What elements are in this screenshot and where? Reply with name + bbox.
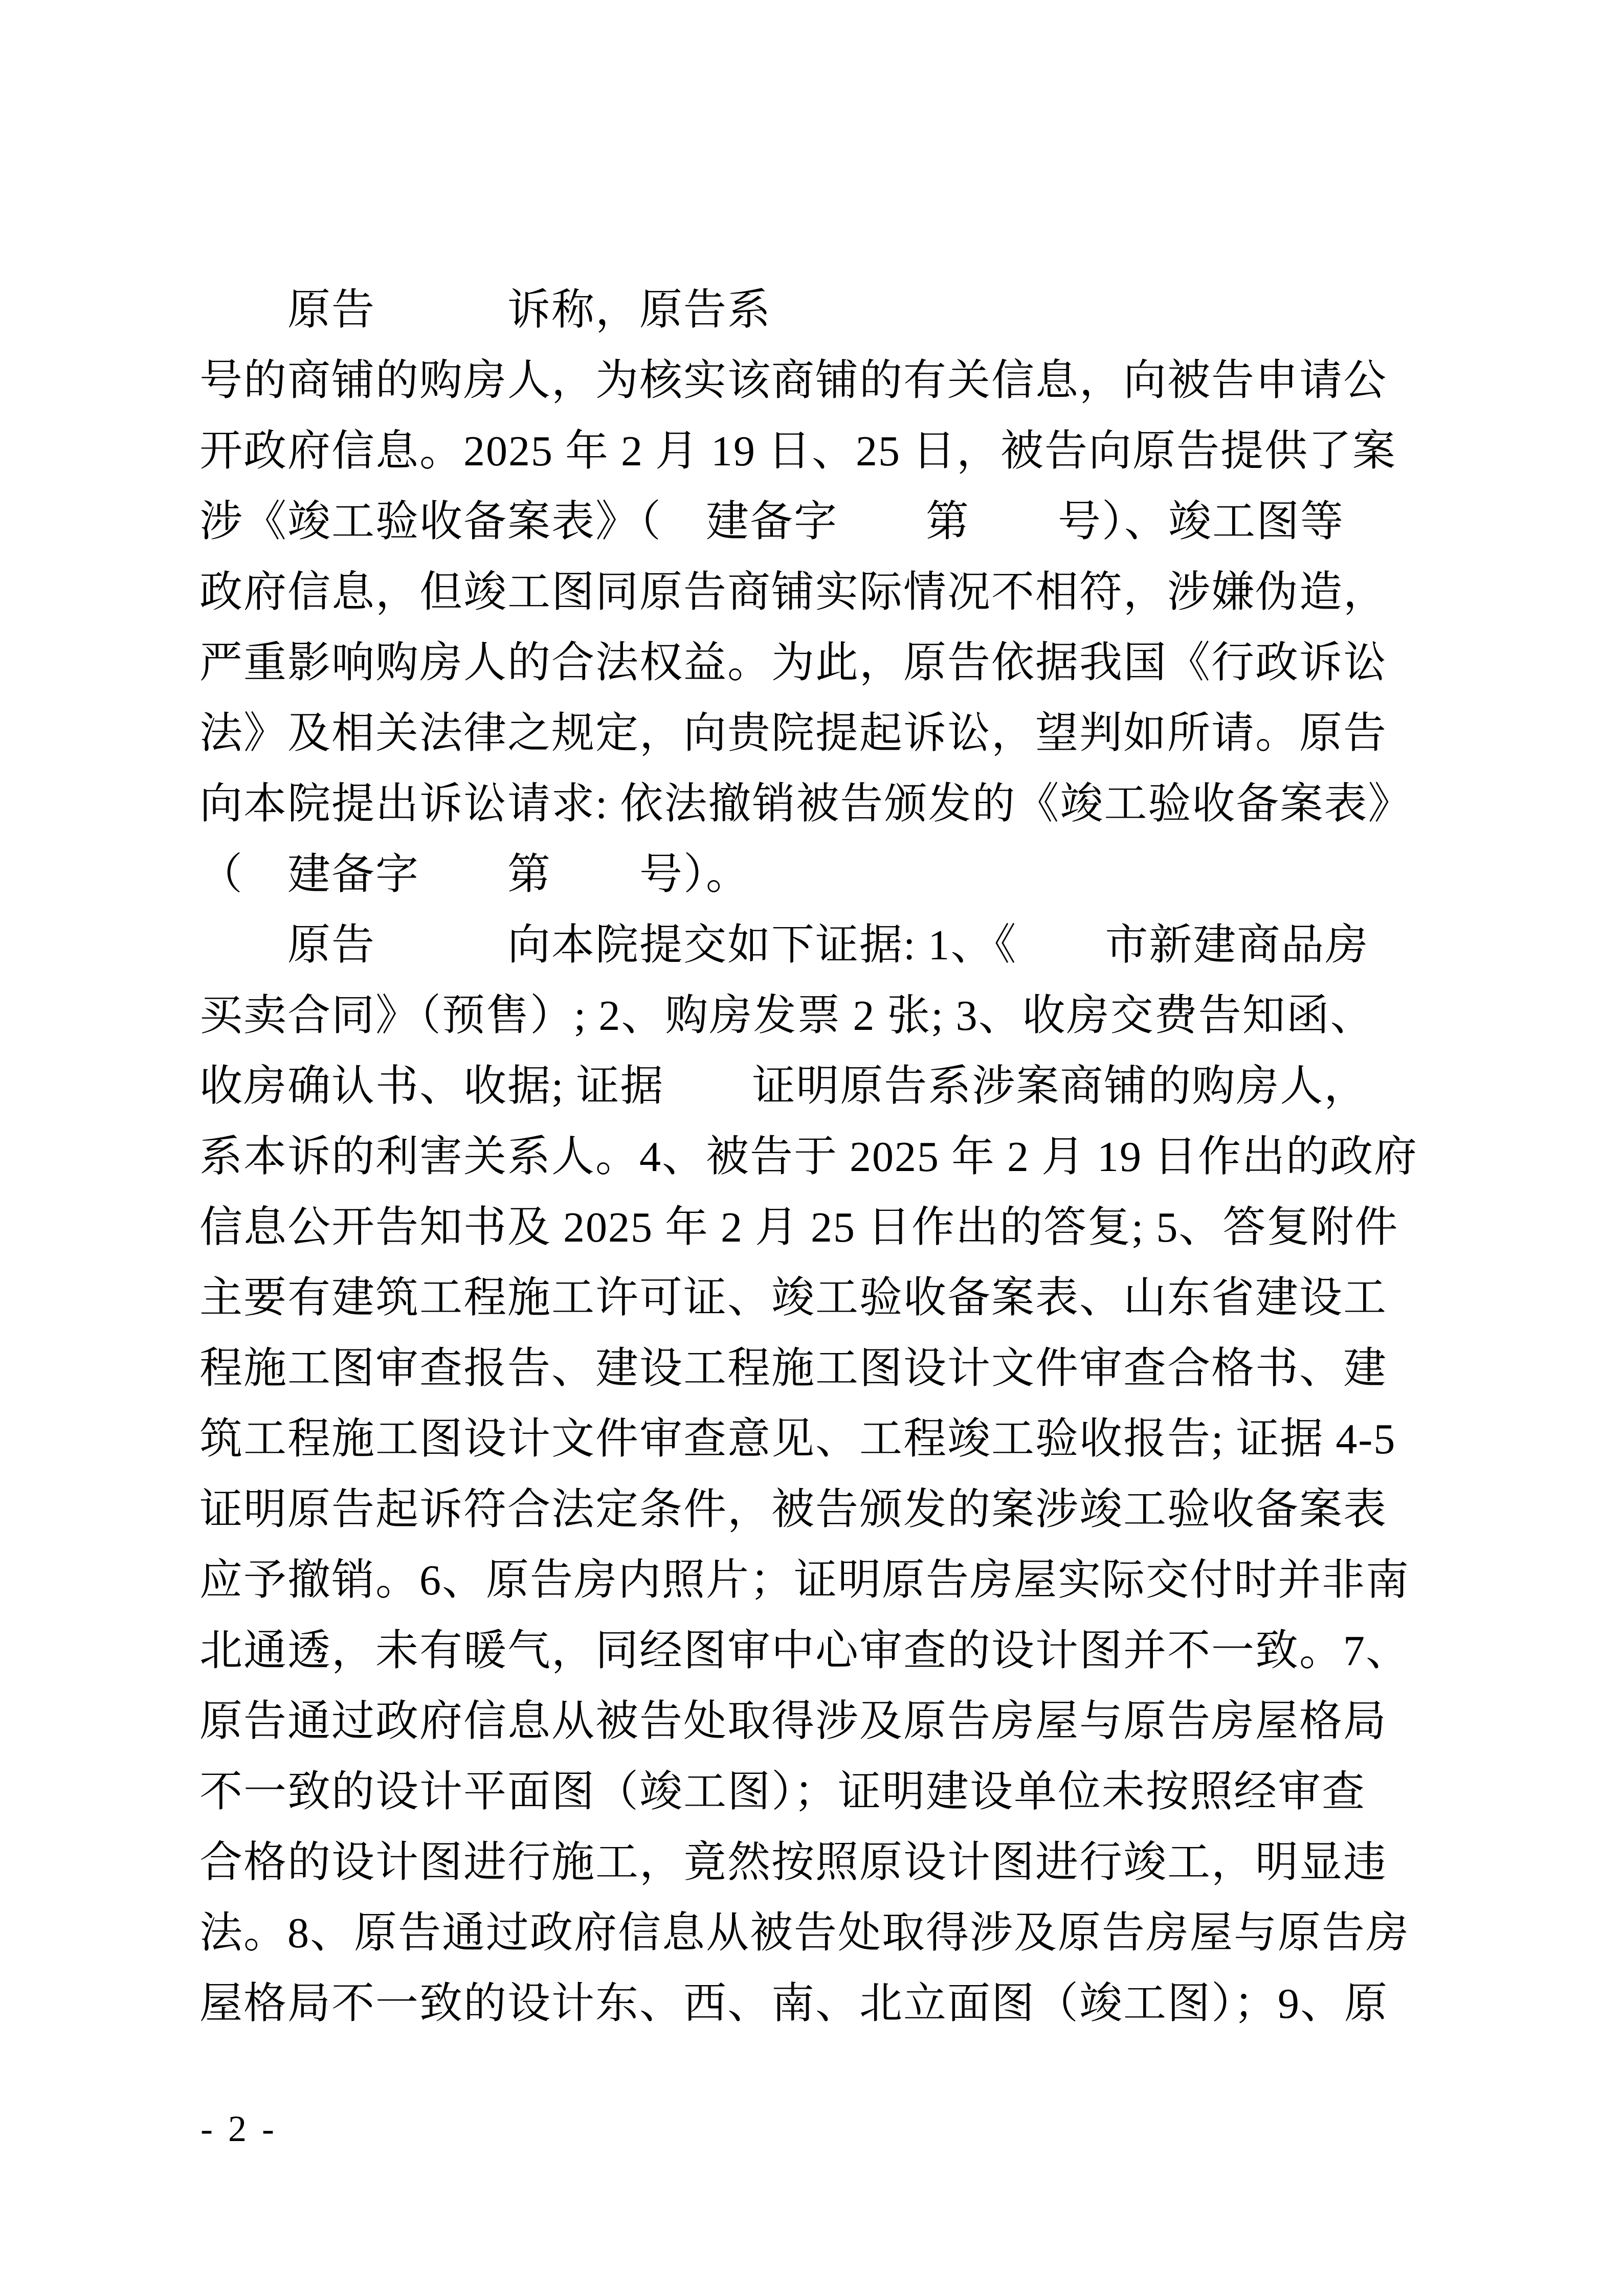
text-line: 法》及相关法律之规定，向贵院提起诉讼，望判如所请。原告 [199,710,1388,757]
text-line: 涉《竣工验收备案表》（ 建备字 第 号）、竣工图等 [199,498,1345,546]
text-line: 买卖合同》（预售）; 2、购房发票 2 张; 3、收房交费告知函、 [199,992,1374,1040]
text-line: 应予撤销。6、原告房内照片；证明原告房屋实际交付时并非南 [199,1557,1410,1604]
text-line: 原告 诉称，原告系 [199,286,772,334]
text-line: 不一致的设计平面图（竣工图）；证明建设单位未按照经审查 [199,1768,1366,1816]
text-line: 严重影响购房人的合法权益。为此，原告依据我国《行政诉讼 [199,639,1388,687]
text-line: 原告 向本院提交如下证据: 1、《 市新建商品房 [199,921,1369,969]
text-line: 合格的设计图进行施工，竟然按照原设计图进行竣工，明显违 [199,1839,1388,1886]
page-number: - 2 - [201,2108,277,2149]
text-line: 政府信息，但竣工图同原告商铺实际情况不相符，涉嫌伪造， [199,569,1388,616]
text-line: 收房确认书、收据; 证据 证明原告系涉案商铺的购房人， [199,1063,1368,1110]
text-line: 系本诉的利害关系人。4、被告于 2025 年 2 月 19 日作出的政府 [199,1133,1418,1181]
text-line: 证明原告起诉符合法定条件，被告颁发的案涉竣工验收备案表 [199,1486,1388,1534]
text-line: 程施工图审查报告、建设工程施工图设计文件审查合格书、建 [199,1345,1388,1392]
text-line: 法。8、原告通过政府信息从被告处取得涉及原告房屋与原告房 [199,1909,1410,1957]
page-body [199,275,1448,2039]
text-line: （ 建备字 第 号）。 [199,851,750,898]
text-line: 向本院提出诉讼请求: 依法撤销被告颁发的《竣工验收备案表》 [199,780,1412,828]
text-line: 开政府信息。2025 年 2 月 19 日、25 日，被告向原告提供了案 [199,427,1397,475]
text-line: 主要有建筑工程施工许可证、竣工验收备案表、山东省建设工 [199,1274,1388,1322]
text-line: 屋格局不一致的设计东、西、南、北立面图（竣工图）；9、原 [199,1980,1389,2028]
text-line: 原告通过政府信息从被告处取得涉及原告房屋与原告房屋格局 [199,1698,1388,1745]
text-line: 号的商铺的购房人，为核实该商铺的有关信息，向被告申请公 [199,357,1388,404]
text-line: 信息公开告知书及 2025 年 2 月 25 日作出的答复; 5、答复附件 [199,1204,1399,1251]
text-line: 北通透，未有暖气，同经图审中心审查的设计图并不一致。7、 [199,1627,1410,1675]
text-line: 筑工程施工图设计文件审查意见、工程竣工验收报告; 证据 4-5 [199,1415,1396,1463]
